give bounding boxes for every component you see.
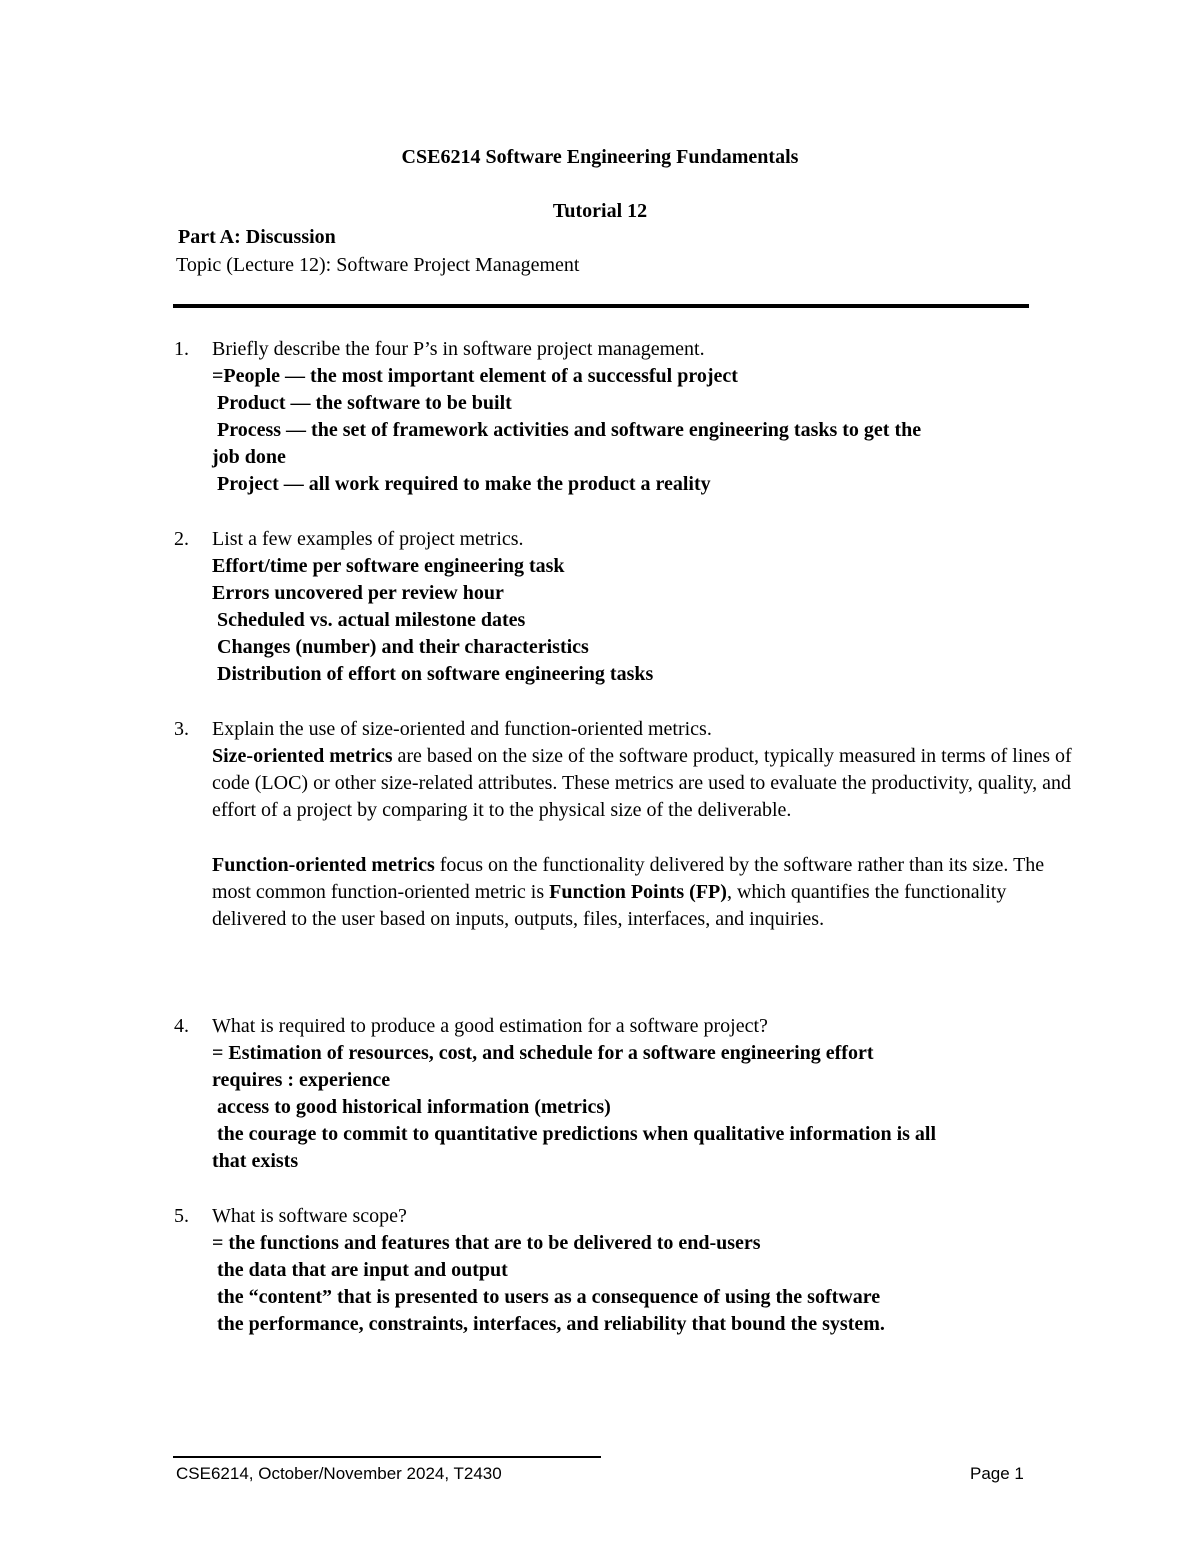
paragraph-text: focus on the functionality delivered by the software rather than its size. The most common function-oriented metric is [212, 853, 1045, 903]
answer-line: that exists [212, 1150, 299, 1172]
answer-line: job done [212, 446, 286, 468]
answer-line: requires : experience [212, 1069, 391, 1091]
answer-line: the “content” that is presented to users as a consequence of using the software [212, 1286, 881, 1308]
header-divider [173, 304, 1029, 308]
question-text: What is software scope? [212, 1205, 407, 1227]
answer-line: the data that are input and output [212, 1259, 508, 1281]
question-5 [174, 1203, 1064, 1338]
term-function-points: Function Points (FP) [549, 880, 727, 903]
answer-line: the courage to commit to quantitative predictions when qualitative information is all [212, 1123, 937, 1145]
term-function-oriented: Function-oriented metrics [212, 853, 435, 876]
answer-line: = Estimation of resources, cost, and schedule for a software engineering effort [212, 1042, 874, 1064]
question-text: Explain the use of size-oriented and function-oriented metrics. [212, 718, 712, 740]
part-heading: Part A: Discussion [178, 226, 336, 248]
answer-line: Process — the set of framework activities and software engineering tasks to get the [212, 419, 922, 441]
question-number: 2. [174, 528, 189, 550]
question-number: 1. [174, 338, 189, 360]
question-text: Briefly describe the four P’s in software project management. [212, 338, 705, 360]
question-1 [174, 336, 1064, 498]
answer-line: access to good historical information (metrics) [212, 1096, 611, 1118]
question-text: What is required to produce a good estimation for a software project? [212, 1015, 768, 1037]
answer-line: =People — the most important element of a successful project [212, 365, 738, 387]
answer-line: Changes (number) and their characteristics [212, 636, 589, 658]
answer-line: Product — the software to be built [212, 392, 512, 414]
answer-line: Effort/time per software engineering task [212, 555, 565, 577]
answer-line: = the functions and features that are to be delivered to end-users [212, 1232, 761, 1254]
question-number: 4. [174, 1015, 189, 1037]
answer-line: Project — all work required to make the product a reality [212, 473, 711, 495]
course-title: CSE6214 Software Engineering Fundamentals [401, 146, 799, 168]
answer-line: Errors uncovered per review hour [212, 582, 504, 604]
question-4 [174, 1013, 1064, 1175]
question-3 [174, 716, 1072, 933]
footer-divider [173, 1456, 601, 1458]
footer-course-info: CSE6214, October/November 2024, T2430 [176, 1464, 502, 1483]
question-number: 3. [174, 718, 189, 740]
term-size-oriented: Size-oriented metrics [212, 745, 393, 767]
answer-paragraph-function-oriented [212, 852, 1072, 934]
topic-line: Topic (Lecture 12): Software Project Management [176, 254, 580, 276]
question-2 [174, 526, 1064, 688]
answer-paragraph-size-oriented [212, 743, 1072, 825]
paragraph-text: are based on the size of the software product, typically measured in terms of lines of code (LOC) or other size-related attributes. These metrics are used to evaluate the productivity, quality, and effort of a project by comparing it to the physical size of the deliverable. [212, 745, 1072, 822]
paragraph-text: , which quantifies the functionality delivered to the user based on inputs, outputs, files, interfaces, and inquiries. [212, 880, 1007, 931]
question-number: 5. [174, 1205, 189, 1227]
page-number: Page 1 [970, 1464, 1024, 1483]
tutorial-title: Tutorial 12 [552, 200, 648, 222]
answer-line: the performance, constraints, interfaces, and reliability that bound the system. [212, 1313, 885, 1335]
answer-line: Scheduled vs. actual milestone dates [212, 609, 526, 631]
answer-line: Distribution of effort on software engineering tasks [212, 663, 654, 685]
question-text: List a few examples of project metrics. [212, 528, 524, 550]
